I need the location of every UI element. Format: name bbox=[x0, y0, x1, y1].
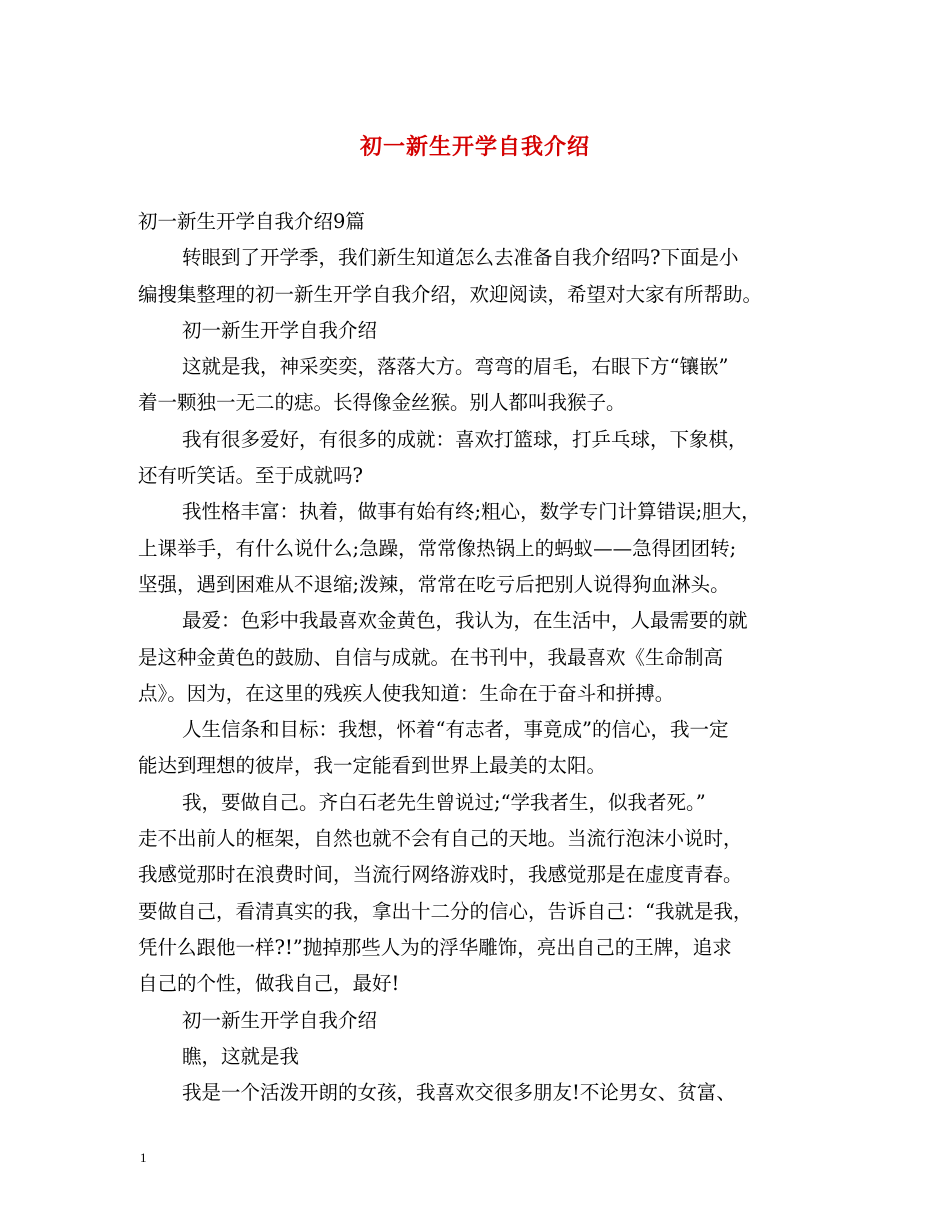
text-line: 是这种金黄色的鼓励、自信与成就。在书刊中，我最喜欢《生命制高 bbox=[138, 645, 724, 669]
document-body bbox=[138, 204, 818, 1111]
text-line: 瞧，这就是我 bbox=[182, 1044, 300, 1068]
text-line: 要做自己，看清真实的我，拿出十二分的信心，告诉自己：“我就是我， bbox=[138, 899, 753, 923]
text-line: 着一颗独一无二的痣。长得像金丝猴。别人都叫我猴子。 bbox=[138, 391, 626, 415]
text-line: 编搜集整理的初一新生开学自我介绍，欢迎阅读，希望对大家有所帮助。 bbox=[138, 282, 763, 306]
page-number: 1 bbox=[140, 1150, 147, 1165]
text-line: 还有听笑话。至于成就吗? bbox=[138, 464, 363, 488]
text-line: 我，要做自己。齐白石老先生曾说过;“学我者生，似我者死。” bbox=[182, 790, 706, 814]
text-line: 能达到理想的彼岸，我一定能看到世界上最美的太阳。 bbox=[138, 754, 607, 778]
text-line: 这就是我，神采奕奕，落落大方。弯弯的眉毛，右眼下方“镶嵌” bbox=[182, 355, 729, 379]
text-line: 转眼到了开学季，我们新生知道怎么去准备自我介绍吗?下面是小 bbox=[182, 246, 739, 270]
text-line: 点》。因为，在这里的残疾人使我知道：生命在于奋斗和拼搏。 bbox=[138, 681, 675, 705]
text-line: 我性格丰富：执着，做事有始有终;粗心，数学专门计算错误;胆大， bbox=[182, 500, 761, 524]
text-line: 我有很多爱好，有很多的成就：喜欢打篮球，打乒乓球，下象棋， bbox=[182, 427, 748, 451]
text-line: 我感觉那时在浪费时间，当流行网络游戏时，我感觉那是在虚度青春。 bbox=[138, 863, 743, 887]
text-line: 人生信条和目标：我想，怀着“有志者，事竟成”的信心，我一定 bbox=[182, 718, 729, 742]
text-line: 自己的个性，做我自己，最好! bbox=[138, 972, 400, 996]
text-line: 最爱：色彩中我最喜欢金黄色，我认为，在生活中，人最需要的就 bbox=[182, 609, 748, 633]
text-line: 走不出前人的框架，自然也就不会有自己的天地。当流行泡沫小说时， bbox=[138, 827, 743, 851]
text-line: 初一新生开学自我介绍 bbox=[182, 318, 378, 342]
text-line: 上课举手，有什么说什么;急躁，常常像热锅上的蚂蚁——急得团团转; bbox=[138, 536, 737, 560]
page-title: 初一新生开学自我介绍 bbox=[359, 134, 590, 160]
text-line: 初一新生开学自我介绍9篇 bbox=[138, 210, 365, 233]
text-line: 初一新生开学自我介绍 bbox=[182, 1008, 378, 1032]
text-line: 凭什么跟他一样?!”抛掉那些人为的浮华雕饰，亮出自己的王牌，追求 bbox=[138, 935, 732, 959]
text-line: 我是一个活泼开朗的女孩，我喜欢交很多朋友!不论男女、贫富、 bbox=[182, 1081, 736, 1105]
text-line: 坚强，遇到困难从不退缩;泼辣，常常在吃亏后把别人说得狗血淋头。 bbox=[138, 572, 730, 596]
